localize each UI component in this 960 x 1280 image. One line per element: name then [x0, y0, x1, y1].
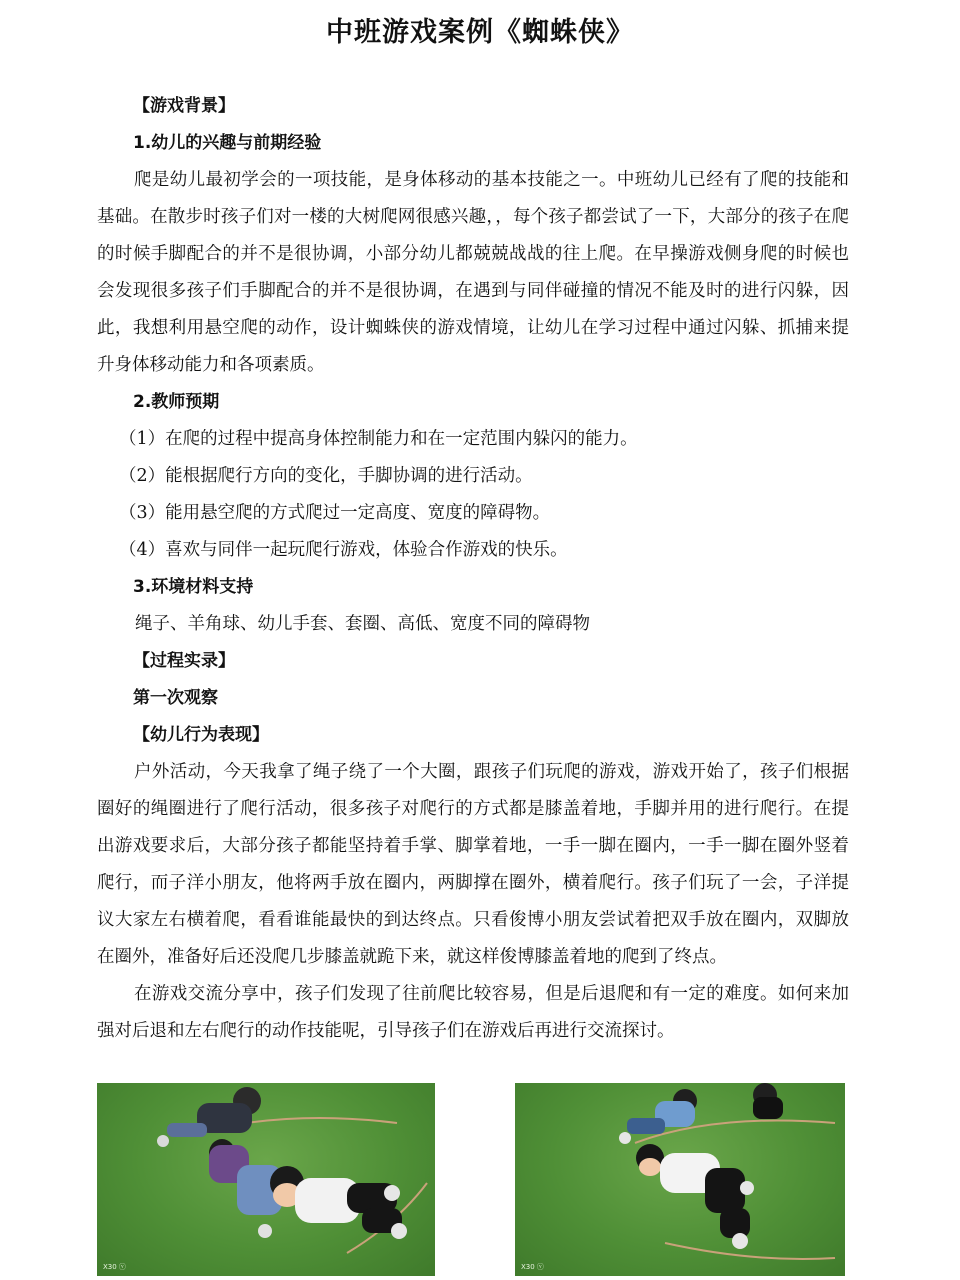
document-title: 中班游戏案例《蜘蛛侠》: [326, 17, 634, 48]
subheading-expectation: 2.教师预期: [133, 392, 220, 412]
camera-watermark: X30 ⓥ: [521, 1263, 544, 1271]
materials-text: 绳子、羊角球、幼儿手套、套圈、高低、宽度不同的障碍物: [135, 614, 590, 634]
subheading-interest: 1.幼儿的兴趣与前期经验: [133, 133, 322, 153]
photo-children-crawling-right: [515, 1083, 845, 1276]
document-body: [97, 88, 849, 1050]
goal-item: （4）喜欢与同伴一起玩爬行游戏，体验合作游戏的快乐。: [119, 540, 568, 560]
paragraph-discussion: 在游戏交流分享中，孩子们发现了往前爬比较容易，但是后退爬和有一定的难度。如何来加强对后退和左右爬行的动作技能呢，引导孩子们在游戏后再进行交流探讨。: [97, 984, 849, 1041]
photo-row: [97, 1083, 849, 1276]
photo-children-crawling-left: [97, 1083, 435, 1276]
paragraph-behavior: 户外活动，今天我拿了绳子绕了一个大圈，跟孩子们玩爬的游戏，游戏开始了，孩子们根据圈好的绳圈进行了爬行活动，很多孩子对爬行的方式都是膝盖着地，手脚并用的进行爬行。在提出游戏要求后，大部分孩子都能坚持着手掌、脚掌着地，一手一脚在圈内，一手一脚在圈外竖着爬行，而子洋小朋友，他将两手放在圈内，两脚撑在圈外，横着爬行。孩子们玩了一会，子洋提议大家左右横着爬，看看谁能最快的到达终点。只看俊博小朋友尝试着把双手放在圈内，双脚放在圈外，准备好后还没爬几步膝盖就跪下来，就这样俊博膝盖着地的爬到了终点。: [97, 762, 849, 967]
goal-item: （1）在爬的过程中提高身体控制能力和在一定范围内躲闪的能力。: [119, 429, 638, 449]
paragraph-background: 爬是幼儿最初学会的一项技能，是身体移动的基本技能之一。中班幼儿已经有了爬的技能和基础。在散步时孩子们对一楼的大树爬网很感兴趣，，每个孩子都尝试了一下，大部分的孩子在爬的时候手脚配合的并不是很协调，小部分幼儿都兢兢战战的往上爬。在早操游戏侧身爬的时候也会发现很多孩子们手脚配合的并不是很协调，在遇到与同伴碰撞的情况不能及时的进行闪躲，因此，我想利用悬空爬的动作，设计蜘蛛侠的游戏情境，让幼儿在学习过程中通过闪躲、抓捕来提升身体移动能力和各项素质。: [97, 170, 849, 375]
subheading-materials: 3.环境材料支持: [133, 577, 254, 597]
section-heading-behavior: 【幼儿行为表现】: [133, 725, 269, 745]
goal-item: （2）能根据爬行方向的变化，手脚协调的进行活动。: [119, 466, 533, 486]
goal-item: （3）能用悬空爬的方式爬过一定高度、宽度的障碍物。: [119, 503, 551, 523]
subheading-first-observation: 第一次观察: [133, 688, 218, 708]
camera-watermark: X30 ⓥ: [103, 1263, 126, 1271]
section-heading-background: 【游戏背景】: [133, 96, 235, 116]
section-heading-process: 【过程实录】: [133, 651, 235, 671]
